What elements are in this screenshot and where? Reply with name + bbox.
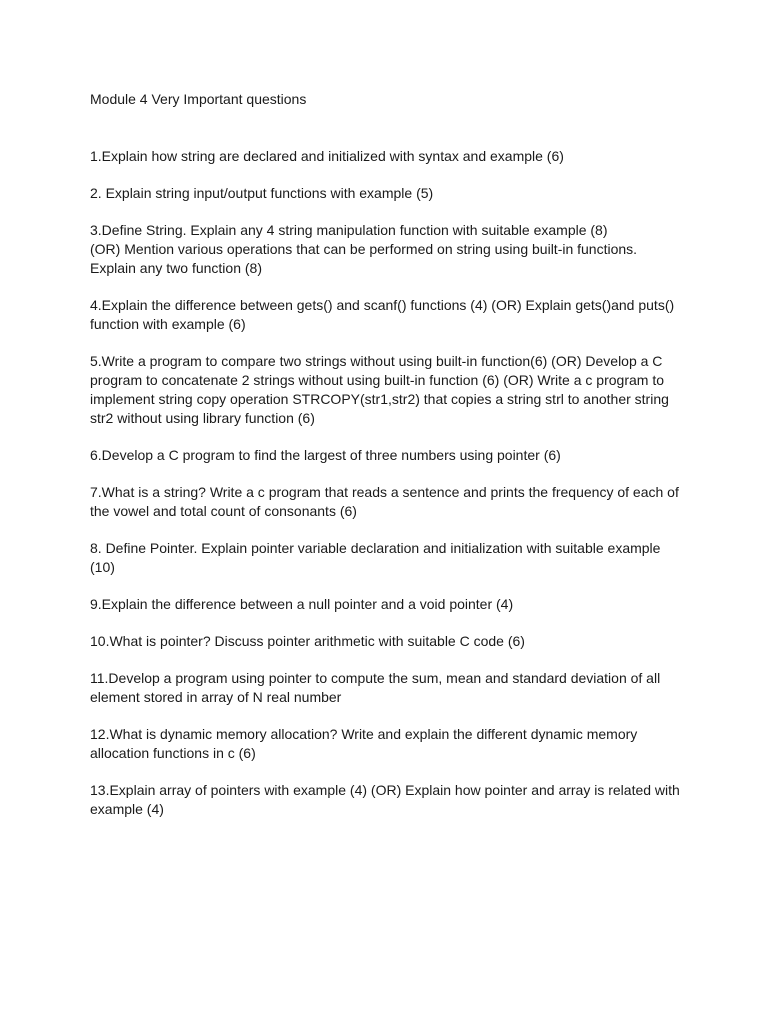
- question-item: [90, 595, 682, 614]
- question-text: 13.Explain array of pointers with example (4) (OR) Explain how pointer and array is related with example (4): [90, 782, 680, 817]
- question-text: 10.What is pointer? Discuss pointer arithmetic with suitable C code (6): [90, 633, 525, 649]
- question-text: 5.Write a program to compare two strings without using built-in function(6) (OR) Develop a C program to concatenate 2 strings without using built-in function (6) (OR) Write a c program to implement string copy operation STRCOPY(str1,str2) that copies a string strl to another string str2 without using library function (6): [90, 353, 669, 426]
- question-text: 9.Explain the difference between a null pointer and a void pointer (4): [90, 596, 514, 612]
- question-item: [90, 483, 682, 521]
- question-item: [90, 221, 682, 278]
- question-item: [90, 446, 682, 465]
- question-item: [90, 781, 682, 819]
- question-alternative-text: (OR) Mention various operations that can be performed on string using built-in functions. Explain any two function (8): [90, 241, 638, 276]
- document-content: [90, 90, 682, 837]
- question-list: [90, 147, 682, 819]
- question-text: 6.Develop a C program to find the largest of three numbers using pointer (6): [90, 447, 561, 463]
- question-item: [90, 296, 682, 334]
- question-item: [90, 539, 682, 577]
- document-title: Module 4 Very Important questions: [90, 91, 307, 107]
- question-text: 4.Explain the difference between gets() and scanf() functions (4) (OR) Explain gets()and puts() function with example (6): [90, 297, 675, 332]
- question-item: [90, 725, 682, 763]
- question-text: 8. Define Pointer. Explain pointer variable declaration and initialization with suitable example (10): [90, 540, 661, 575]
- question-text: 1.Explain how string are declared and initialized with syntax and example (6): [90, 148, 564, 164]
- question-text: 12.What is dynamic memory allocation? Write and explain the different dynamic memory allocation functions in c (6): [90, 726, 638, 761]
- question-text: 3.Define String. Explain any 4 string manipulation function with suitable example (8): [90, 222, 608, 238]
- question-text: 2. Explain string input/output functions with example (5): [90, 185, 434, 201]
- question-item: [90, 184, 682, 203]
- question-item: [90, 147, 682, 166]
- question-text: 7.What is a string? Write a c program that reads a sentence and prints the frequency of each of the vowel and total count of consonants (6): [90, 484, 679, 519]
- question-item: [90, 352, 682, 428]
- question-text: 11.Develop a program using pointer to compute the sum, mean and standard deviation of all element stored in array of N real number: [90, 670, 661, 705]
- question-item: [90, 632, 682, 651]
- question-item: [90, 669, 682, 707]
